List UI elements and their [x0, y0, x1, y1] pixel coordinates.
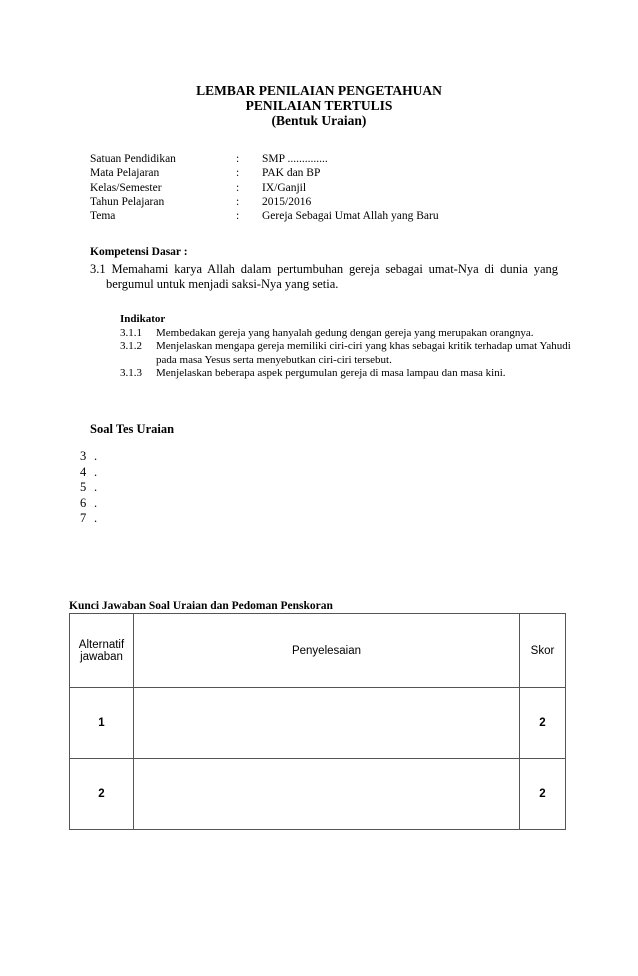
- table-header-row: [70, 614, 566, 688]
- cell-alternatif: 2: [70, 759, 134, 830]
- list-item: [80, 496, 97, 512]
- indikator-number: 3.1.2: [120, 340, 142, 352]
- kompetensi-text-line1: 3.1 Memahami karya Allah dalam pertumbuhan gereja sebagai umat-Nya di dunia yang: [90, 262, 558, 276]
- info-label: Mata Pelajaran: [90, 167, 160, 180]
- kompetensi-text-line2: bergumul untuk menjadi saksi-Nya yang setia.: [106, 277, 339, 291]
- indikator-heading: Indikator: [120, 313, 166, 325]
- cell-alternatif: 1: [70, 688, 134, 759]
- col-header-skor: Skor: [520, 614, 566, 688]
- col-header-alternatif-line1: Alternatif: [78, 638, 125, 651]
- document-form-type: (Bentuk Uraian): [271, 113, 367, 128]
- soal-text: .: [94, 511, 98, 526]
- info-colon: :: [236, 210, 240, 223]
- cell-penyelesaian: [134, 688, 520, 759]
- soal-heading: Soal Tes Uraian: [90, 422, 175, 436]
- info-colon: :: [236, 153, 240, 165]
- info-value: SMP ..............: [262, 153, 328, 165]
- info-value: PAK dan BP: [262, 167, 321, 180]
- soal-number: 6: [80, 495, 87, 510]
- indikator-text: Membedakan gereja yang hanyalah gedung dengan gereja yang merupakan orangnya.: [156, 326, 534, 339]
- info-value: Gereja Sebagai Umat Allah yang Baru: [262, 210, 439, 223]
- indikator-number: 3.1.1: [120, 326, 142, 339]
- list-item: [80, 511, 97, 527]
- info-label: Satuan Pendidikan: [90, 153, 176, 165]
- indikator-number: 3.1.3: [120, 367, 142, 379]
- info-label: Tahun Pelajaran: [90, 195, 165, 208]
- cell-skor: 2: [520, 759, 566, 830]
- indikator-text: Menjelaskan mengapa gereja memiliki ciri-ciri yang khas sebagai kritik terhadap umat Yahudi pada masa Yesus serta menyebutkan ciri-ciri tersebut.: [156, 340, 571, 366]
- kunci-heading: Kunci Jawaban Soal Uraian dan Pedoman Penskoran: [69, 600, 333, 612]
- soal-number: 5: [80, 480, 87, 495]
- soal-text: .: [94, 464, 98, 479]
- info-value: IX/Ganjil: [262, 181, 307, 194]
- soal-text: .: [94, 480, 98, 495]
- cell-penyelesaian: [134, 759, 520, 830]
- col-header-penyelesaian: Penyelesaian: [134, 614, 520, 688]
- indikator-item: [120, 367, 584, 381]
- soal-text: .: [94, 449, 98, 463]
- indikator-block: [120, 313, 584, 381]
- document-title: LEMBAR PENILAIAN PENGETAHUAN: [196, 83, 442, 98]
- info-label: Kelas/Semester: [90, 181, 162, 194]
- info-colon: :: [236, 167, 240, 180]
- info-value: 2015/2016: [262, 195, 312, 208]
- info-colon: :: [236, 181, 240, 194]
- info-label: Tema: [90, 210, 116, 223]
- soal-number: 4: [80, 464, 87, 479]
- indikator-item: [120, 327, 584, 341]
- soal-number: 3: [80, 449, 87, 463]
- indikator-item: [120, 340, 584, 367]
- soal-list: [80, 449, 97, 527]
- cell-skor: 2: [520, 688, 566, 759]
- info-colon: :: [236, 195, 240, 208]
- table-row: [70, 688, 566, 759]
- list-item: [80, 449, 97, 465]
- soal-text: .: [94, 495, 98, 510]
- document-subtitle: PENILAIAN TERTULIS: [245, 98, 393, 113]
- indikator-text: Menjelaskan beberapa aspek pergumulan gereja di masa lampau dan masa kini.: [156, 367, 506, 379]
- soal-number: 7: [80, 511, 87, 526]
- list-item: [80, 465, 97, 481]
- list-item: [80, 480, 97, 496]
- table-row: [70, 759, 566, 830]
- kunci-table: [69, 613, 566, 830]
- col-header-alternatif: [70, 614, 134, 688]
- col-header-alternatif-line2: jawaban: [80, 650, 123, 663]
- kompetensi-heading: Kompetensi Dasar :: [90, 246, 188, 258]
